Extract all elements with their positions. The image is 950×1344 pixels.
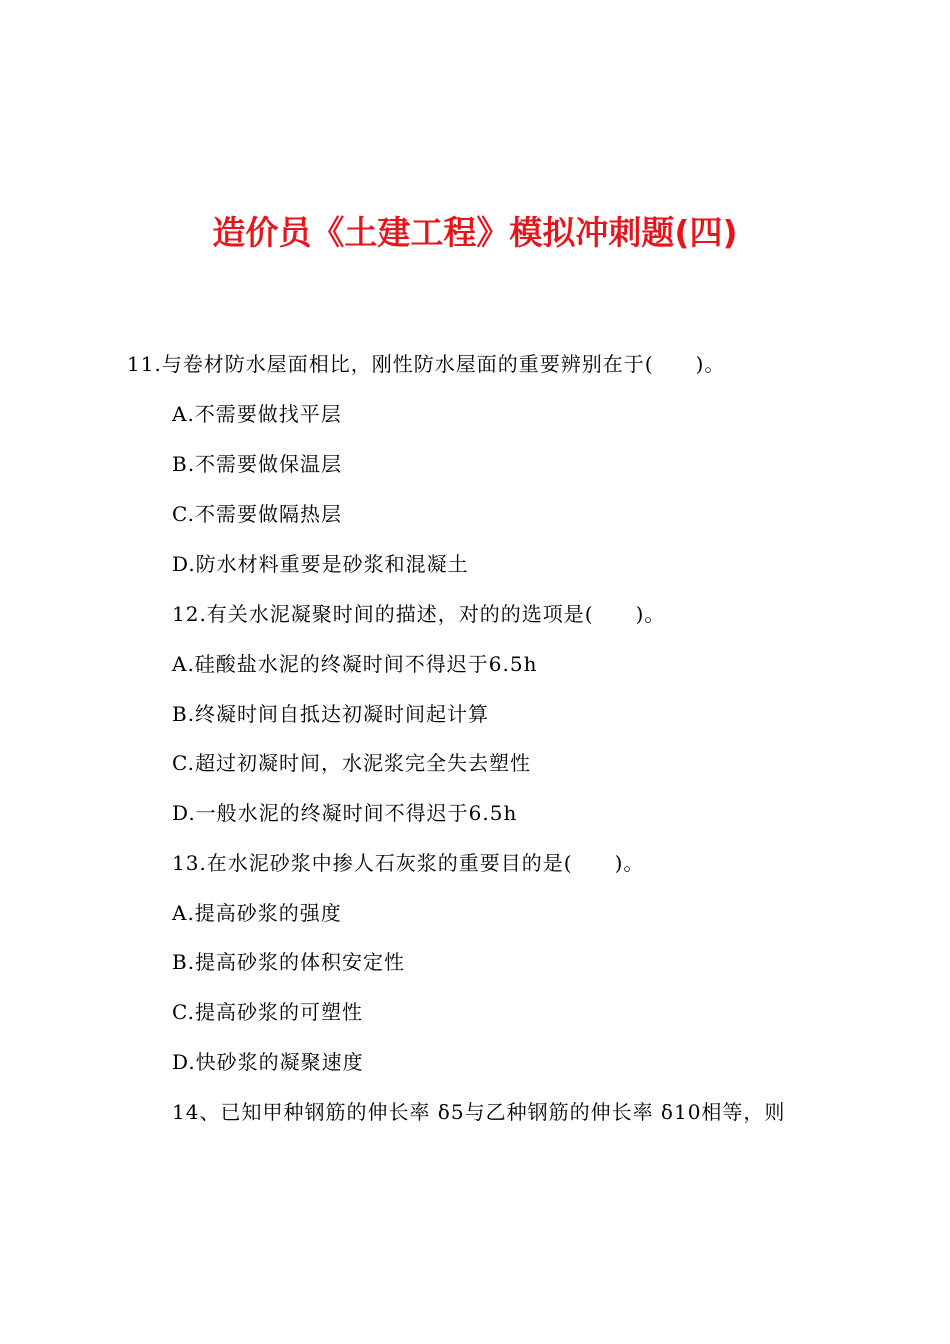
question-12-option-c: C.超过初凝时间，水泥浆完全失去塑性 xyxy=(172,751,531,775)
question-12-option-b: B.终凝时间自抵达初凝时间起计算 xyxy=(172,702,490,726)
question-11-option-d: D.防水材料重要是砂浆和混凝土 xyxy=(172,552,469,576)
question-13: 13.在水泥砂浆中掺人石灰浆的重要目的是( )。 xyxy=(172,851,645,875)
question-11-option-a: A.不需要做找平层 xyxy=(172,402,342,426)
question-13-option-c: C.提高砂浆的可塑性 xyxy=(172,1000,363,1024)
question-13-option-d: D.快砂浆的凝聚速度 xyxy=(172,1050,364,1074)
question-14: 14、已知甲种钢筋的伸长率 δ5与乙种钢筋的伸长率 δ10相等，则 xyxy=(172,1100,786,1124)
question-11: 11.与卷材防水屋面相比，刚性防水屋面的重要辨别在于( )。 xyxy=(127,352,726,376)
question-12-option-d: D.一般水泥的终凝时间不得迟于6.5h xyxy=(172,801,518,825)
question-13-option-a: A.提高砂浆的强度 xyxy=(172,901,342,925)
page-title: 造价员《土建工程》模拟冲刺题(四) xyxy=(212,213,738,252)
question-12-option-a: A.硅酸盐水泥的终凝时间不得迟于6.5h xyxy=(172,652,538,676)
question-12: 12.有关水泥凝聚时间的描述，对的的选项是( )。 xyxy=(172,602,666,626)
question-13-option-b: B.提高砂浆的体积安定性 xyxy=(172,950,406,974)
question-11-option-b: B.不需要做保温层 xyxy=(172,452,343,476)
question-11-option-c: C.不需要做隔热层 xyxy=(172,502,342,526)
